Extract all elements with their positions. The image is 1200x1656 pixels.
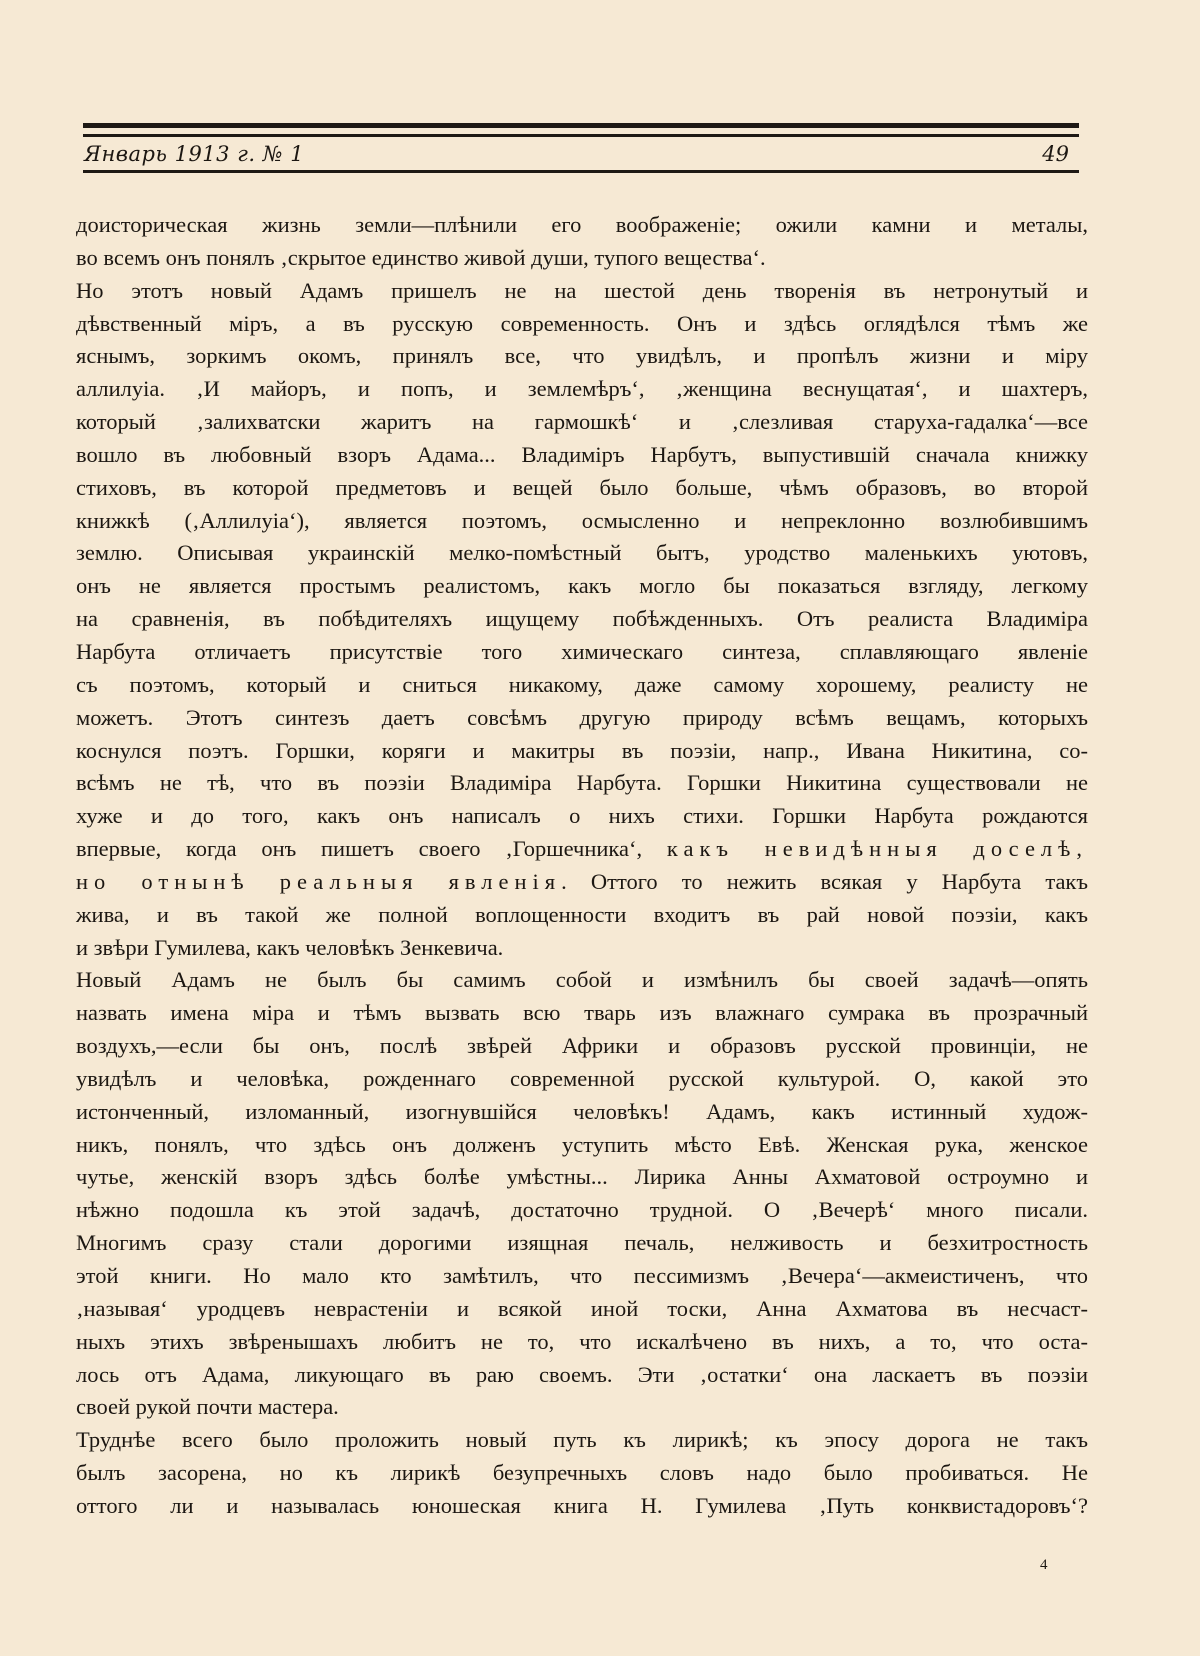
text-line <box>76 308 1088 341</box>
text-line <box>76 439 1088 472</box>
header-rule-bottom <box>83 170 1079 173</box>
text-line <box>76 833 1088 866</box>
line-text: истонченный, изломанный, изогнувшійся человѣкъ! Адамъ, какъ истинный худож- <box>76 1098 1088 1124</box>
text-line <box>76 1260 1088 1293</box>
line-text: . Оттого то нежить всякая у Нарбута такъ <box>561 868 1088 894</box>
text-line <box>76 1391 1088 1424</box>
line-text: нѣжно подошла къ этой задачѣ, достаточно трудной. О ‚Вечерѣ‘ много писали. <box>76 1197 1088 1223</box>
line-text: оттого ли и называлась юношеская книга Н. Гумилева ‚Путь конквистадоровъ‘? <box>76 1492 1088 1518</box>
line-text: во всемъ онъ понялъ ‚скрытое единство живой души, тупого вещества‘. <box>76 244 766 270</box>
line-text: доисторическая жизнь земли—плѣнили его воображеніе; ожили камни и металы, <box>76 212 1088 237</box>
text-line <box>76 866 1088 899</box>
text-line <box>76 570 1088 603</box>
text-line <box>76 1326 1088 1359</box>
text-line <box>76 800 1088 833</box>
line-text: назвать имена міра и тѣмъ вызвать всю тварь изъ влажнаго сумрака въ прозрачный <box>76 1000 1088 1026</box>
text-line <box>76 767 1088 800</box>
line-text: аллилуіа. ‚И майоръ, и попъ, и землемѣръ‘, ‚женщина веснущатая‘, и шахтеръ, <box>76 376 1088 402</box>
line-text: жива, и въ такой же полной воплощенности входитъ въ рай новой поэзіи, какъ <box>76 901 1088 927</box>
text-line <box>76 1096 1088 1129</box>
line-text: и звѣри Гумилева, какъ человѣкъ Зенкевича. <box>76 934 504 960</box>
line-text: впервые, когда онъ пишетъ своего ‚Горшечника‘, <box>76 836 667 862</box>
text-line <box>76 1424 1088 1457</box>
text-line <box>76 899 1088 932</box>
text-line <box>76 1457 1088 1490</box>
running-head <box>84 140 1069 168</box>
text-line <box>76 1194 1088 1227</box>
line-text: этой книги. Но мало кто замѣтилъ, что пессимизмъ ‚Вечера‘—акмеистиченъ, что <box>76 1263 1088 1288</box>
text-line <box>76 1227 1088 1260</box>
text-line <box>76 275 1088 308</box>
text-line <box>76 1161 1088 1194</box>
line-text: вошло въ любовный взоръ Адама... Владиміръ Нарбутъ, выпустившій сначала книжку <box>76 441 1088 467</box>
line-text: ‚называя‘ уродцевъ неврастеніи и всякой иной тоски, Анна Ахматова въ несчаст- <box>76 1295 1088 1321</box>
emphasized-text: какъ невидѣнныя доселѣ, <box>666 836 1088 862</box>
line-text: яснымъ, зоркимъ окомъ, принялъ все, что увидѣлъ, и пропѣлъ жизни и міру <box>76 343 1088 369</box>
line-text: на сравненія, въ побѣдителяхъ ищущему побѣжденныхъ. Отъ реалиста Владиміра <box>76 606 1088 632</box>
text-line <box>76 997 1088 1030</box>
line-text: всѣмъ не тѣ, что въ поэзіи Владиміра Нарбута. Горшки Никитина существовали не <box>76 770 1088 796</box>
emphasized-text: но отнынѣ реальныя явленія <box>76 868 562 894</box>
line-text: своей рукой почти мастера. <box>76 1394 339 1420</box>
text-line <box>76 1030 1088 1063</box>
line-text: землю. Описывая украинскій мелко-помѣстный бытъ, уродство маленькихъ уютовъ, <box>76 540 1088 566</box>
line-text: Новый Адамъ не былъ бы самимъ собой и измѣнилъ бы своей задачѣ—опять <box>76 967 1088 993</box>
text-line <box>76 669 1088 702</box>
line-text: лось отъ Адама, ликующаго въ раю своемъ. Эти ‚остатки‘ она ласкаетъ въ поэзіи <box>76 1361 1088 1387</box>
line-text: Труднѣе всего было проложить новый путь къ лирикѣ; къ эпосу дорога не такъ <box>76 1427 1088 1453</box>
line-text: книжкѣ (‚Аллилуіа‘), является поэтомъ, осмысленно и непреклонно возлюбившимъ <box>76 507 1088 533</box>
line-text: воздухъ,—если бы онъ, послѣ звѣрей Африки и образовъ русской провинціи, не <box>76 1033 1088 1059</box>
text-line <box>76 636 1088 669</box>
text-line <box>76 1490 1088 1523</box>
line-text: хуже и до того, какъ онъ написалъ о нихъ стихи. Горшки Нарбута рождаются <box>76 803 1088 829</box>
line-text: чутье, женскій взоръ здѣсь болѣе умѣстны... Лирика Анны Ахматовой остроумно и <box>76 1164 1088 1190</box>
text-line <box>76 537 1088 570</box>
line-text: который ‚залихватски жаритъ на гармошкѣ‘ и ‚слезливая старуха-гадалка‘—все <box>76 409 1088 435</box>
text-line <box>76 340 1088 373</box>
journal-issue: Январь 1913 г. № 1 <box>84 142 305 166</box>
text-line <box>76 1129 1088 1162</box>
signature-mark: 4 <box>1040 1557 1048 1573</box>
line-text: Многимъ сразу стали дорогими изящная печаль, нелживость и безхитростность <box>76 1230 1088 1256</box>
header-rule-thick <box>83 123 1079 128</box>
text-line <box>76 1293 1088 1326</box>
line-text: Нарбута отличаетъ присутствіе того химическаго синтеза, сплавляющаго явленіе <box>76 638 1088 664</box>
line-text: дѣвственный міръ, а въ русскую современность. Онъ и здѣсь оглядѣлся тѣмъ же <box>76 310 1088 336</box>
text-line <box>76 932 1088 965</box>
line-text: можетъ. Этотъ синтезъ даетъ совсѣмъ другую природу всѣмъ вещамъ, которыхъ <box>76 704 1088 730</box>
line-text: увидѣлъ и человѣка, рожденнаго современной русской культурой. О, какой это <box>76 1065 1088 1091</box>
line-text: былъ засорена, но къ лирикѣ безупречныхъ словъ надо было пробиваться. Не <box>76 1460 1088 1486</box>
text-line <box>76 209 1088 242</box>
text-line <box>76 735 1088 768</box>
text-line <box>76 406 1088 439</box>
article-body <box>76 209 1088 1523</box>
line-text: Но этотъ новый Адамъ пришелъ не на шестой день творенія въ нетронутый и <box>76 277 1088 303</box>
text-line <box>76 242 1088 275</box>
line-text: никъ, понялъ, что здѣсь онъ долженъ уступить мѣсто Евѣ. Женская рука, женское <box>76 1131 1088 1157</box>
line-text: коснулся поэтъ. Горшки, коряги и макитры въ поэзіи, напр., Ивана Никитина, со- <box>76 737 1088 763</box>
page-number: 49 <box>1042 142 1069 166</box>
line-text: онъ не является простымъ реалистомъ, какъ могло бы показаться взгляду, легкому <box>76 573 1088 599</box>
text-line <box>76 964 1088 997</box>
text-line <box>76 472 1088 505</box>
text-line <box>76 702 1088 735</box>
text-line <box>76 1063 1088 1096</box>
text-line <box>76 373 1088 406</box>
line-text: съ поэтомъ, который и сниться никакому, даже самому хорошему, реалисту не <box>76 671 1088 697</box>
line-text: ныхъ этихъ звѣренышахъ любитъ не то, что искалѣчено въ нихъ, а то, что оста- <box>76 1328 1088 1354</box>
text-line <box>76 1359 1088 1392</box>
text-line <box>76 603 1088 636</box>
line-text: стиховъ, въ которой предметовъ и вещей было больше, чѣмъ образовъ, во второй <box>76 474 1088 500</box>
header-rule-thin <box>83 134 1079 137</box>
text-line <box>76 505 1088 538</box>
